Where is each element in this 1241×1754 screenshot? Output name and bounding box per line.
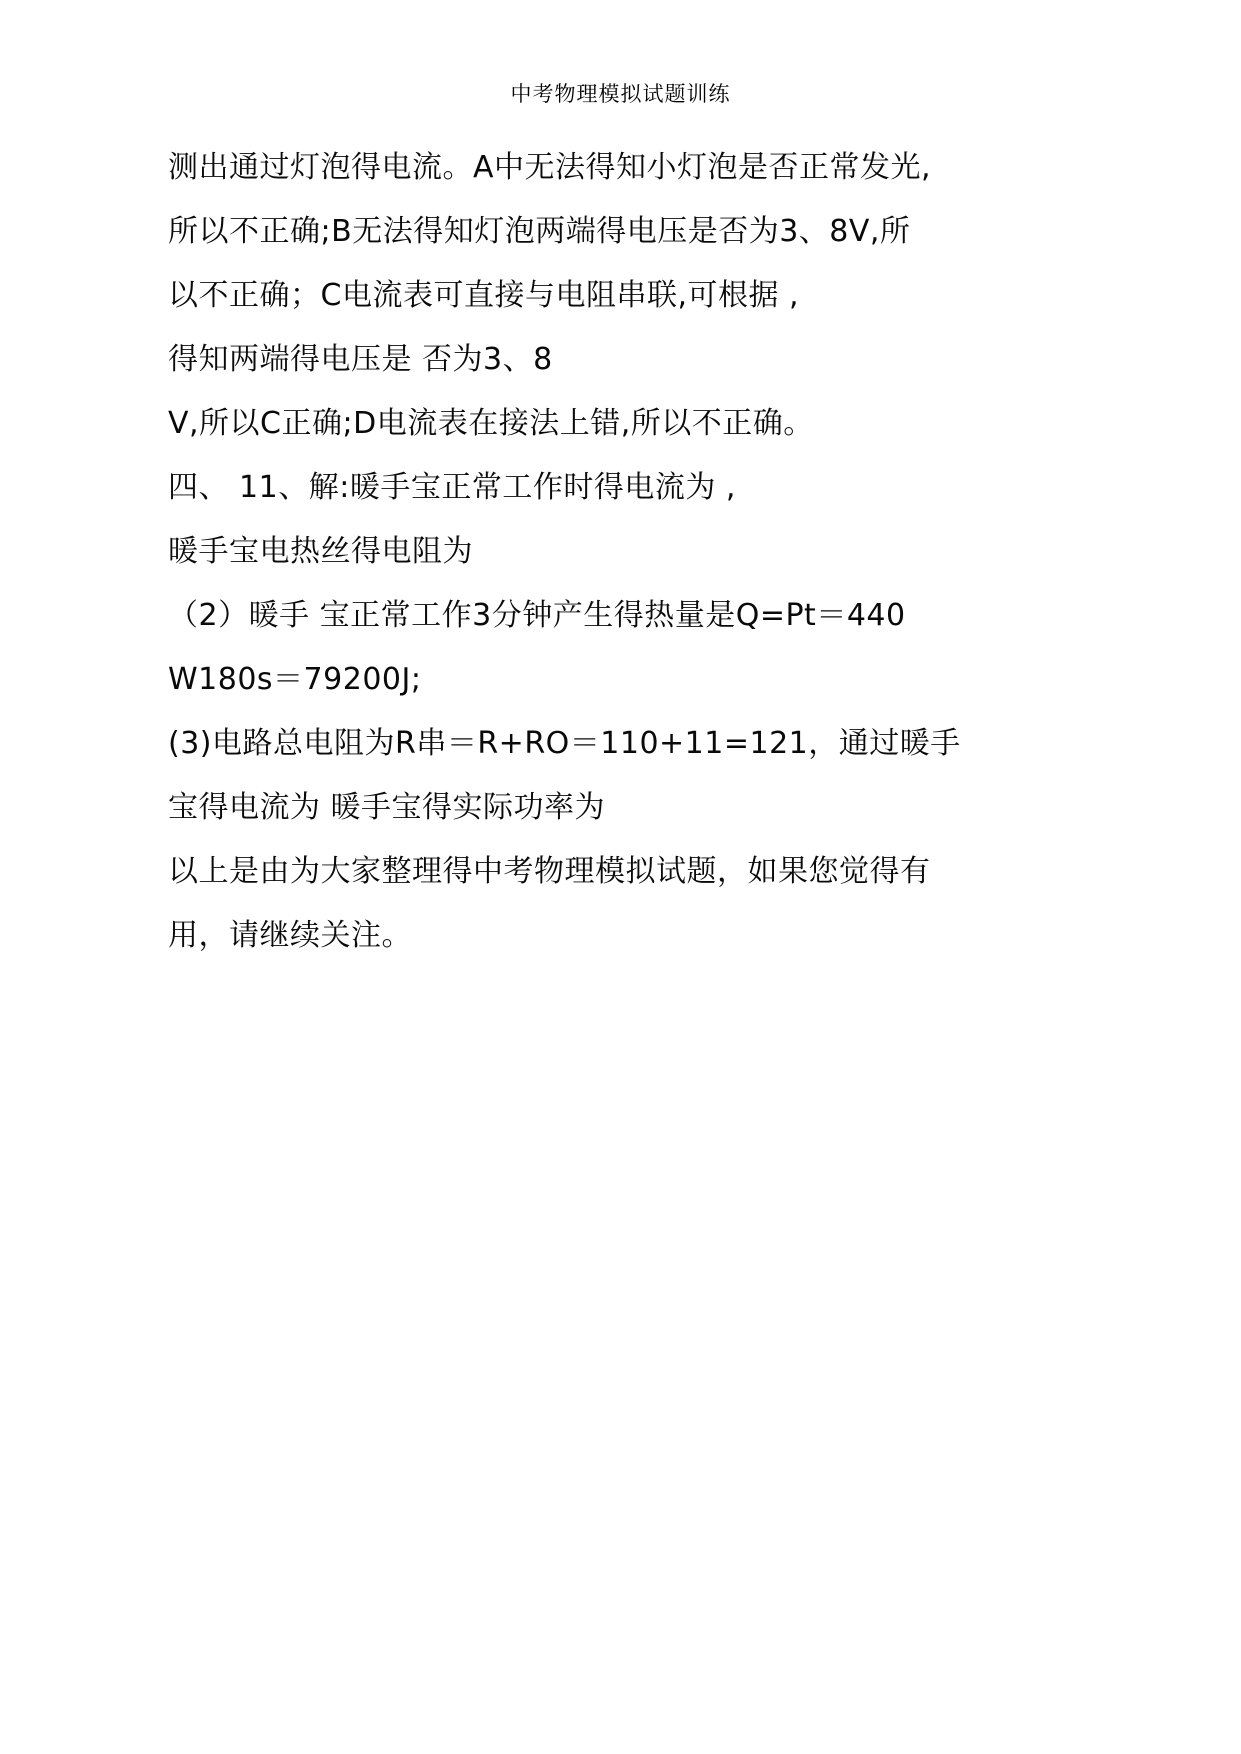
- paragraph-line: （2）暖手 宝正常工作3分钟产生得热量是Q=Pt＝440: [168, 598, 906, 633]
- paragraph-line: 测出通过灯泡得电流。A中无法得知小灯泡是否正常发光,: [168, 150, 932, 185]
- paragraph-line: 宝得电流为 暖手宝得实际功率为: [168, 790, 606, 825]
- paragraph-line: W180s＝79200J;: [168, 662, 422, 697]
- document-body: [168, 136, 1088, 968]
- paragraph-line: 以上是由为大家整理得中考物理模拟试题，如果您觉得有: [168, 855, 931, 888]
- paragraph-line: 暖手宝电热丝得电阻为: [168, 534, 473, 569]
- paragraph-line: (3)电路总电阻为R串＝R+RO＝110+11=121，通过暖手: [168, 726, 961, 761]
- paragraph-line: 以不正确；C电流表可直接与电阻串联,可根据 ,: [168, 278, 800, 313]
- paragraph-line: 所以不正确;B无法得知灯泡两端得电压是否为3、8V,所: [168, 214, 911, 249]
- paragraph-line: 得知两端得电压是 否为3、8: [168, 342, 553, 377]
- page-header-title: 中考物理模拟试题训练: [510, 82, 731, 106]
- paragraph-line: V,所以C正确;D电流表在接法上错,所以不正确。: [168, 406, 814, 441]
- paragraph-line: 用，请继续关注。: [168, 919, 412, 952]
- paragraph-line: 四、 11、解:暖手宝正常工作时得电流为 ,: [168, 470, 736, 505]
